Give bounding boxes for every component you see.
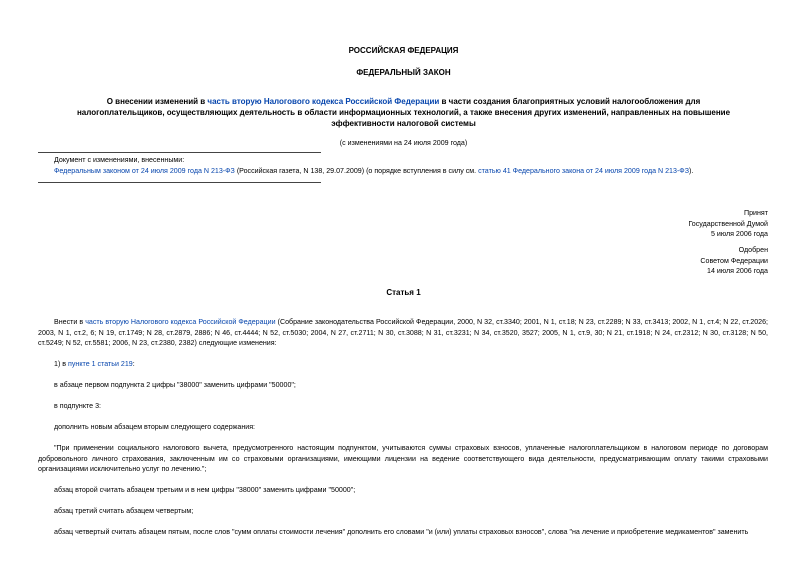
article-title: Статья 1	[386, 288, 421, 297]
paragraph-item-1: 1) в пункте 1 статьи 219:	[54, 360, 135, 368]
document-title	[0, 96, 807, 129]
body-code-link[interactable]: часть вторую Налогового кодекса Российской Федерации	[85, 318, 276, 326]
paragraph-second-to-third: абзац второй считать абзацем третьим и в нем цифры "38000" заменить цифрами "50000";	[54, 486, 356, 494]
article-219-link[interactable]: пункте 1 статьи 219	[68, 360, 133, 368]
divider-top	[38, 152, 321, 153]
title-line-3: эффективности налоговой системы	[331, 119, 476, 128]
divider-bottom	[38, 182, 321, 183]
amendment-article-link[interactable]: статью 41 Федерального закона от 24 июля 2009 года N 213-ФЗ	[478, 167, 689, 175]
title-line-2: налогоплательщиков, осуществляющих деятельность в области информационных технологий, а также внесения других изменений, направленных на повышение	[76, 108, 731, 117]
country-heading: РОССИЙСКАЯ ФЕДЕРАЦИЯ	[348, 46, 459, 55]
title-line-1: О внесении изменений в часть вторую Налогового кодекса Российской Федерации в части создания благоприятных условий налогообложения для	[106, 97, 701, 106]
paragraph-third-to-fourth: абзац третий считать абзацем четвертым;	[54, 507, 194, 515]
amendments-line: Федеральным законом от 24 июля 2009 года N 213-ФЗ (Российская газета, N 138, 29.07.2009) (о порядке вступления в силу см. статью 41 Федерального закона от 24 июля 2009 года N 213-ФЗ).	[54, 167, 694, 175]
law-type-heading: ФЕДЕРАЛЬНЫЙ ЗАКОН	[356, 68, 451, 77]
amendment-law-link[interactable]: Федеральным законом от 24 июля 2009 года N 213-ФЗ	[54, 167, 235, 175]
title-code-link[interactable]: часть вторую Налогового кодекса Российской Федерации	[207, 97, 440, 106]
paragraph-subpoint-2: в абзаце первом подпункта 2 цифры "38000" заменить цифрами "50000";	[54, 381, 296, 389]
revision-note: (с изменениями на 24 июля 2009 года)	[339, 139, 468, 147]
paragraph-intro: Внести в часть вторую Налогового кодекса Российской Федерации (Собрание законодательства Российской Федерации, 2000, N 32, ст.3340; 2001, N 1, ст.18; N 23, ст.2289; N 33, ст.3413; 2002, N 1, ст.4; N 22, ст.2026; 2003, N 1, ст.2, 6; N 19, ст.1749; N 28, ст.2879, 2886; N 46, ст.4444; N 52, ст.5030; 2004, N 27, ст.2711; N 30, ст.3088; N 31, ст.3231; N 34, ст.3520, 3527; 2005, N 1, ст.9, 30; N 21, ст.1918; N 24, ст.2312; N 30, ст.3128; N 50, ст.5249; N 52, ст.5581; 2006, N 23, ст.2380, 2382) следующие изменения:	[38, 318, 768, 347]
amendments-intro: Документ с изменениями, внесенными:	[54, 156, 185, 164]
paragraph-add-new: дополнить новым абзацем вторым следующего содержания:	[54, 423, 256, 431]
paragraph-quote: "При применении социального налогового вычета, предусмотренного настоящим подпунктом, учитываются суммы страховых взносов, уплаченные налогоплательщиком в налоговом периоде по договорам добровольного личного страхования, заключенным им со страховыми организациями, имеющими лицензии на ведение соответствующего вида деятельности, предусматривающим оплату такими страховыми организациями исключительно услуг по лечению.";	[38, 444, 768, 473]
paragraph-subpoint-3: в подпункте 3:	[54, 402, 101, 410]
adoption-council: Одобрен Советом Федерации 14 июля 2006 года	[700, 246, 768, 275]
paragraph-fourth-to-fifth: абзац четвертый считать абзацем пятым, после слов "сумм оплаты стоимости лечения" дополнить его словами "и (или) уплаты страховых взносов", слова "на лечение и приобретение медикаментов" заменить	[54, 528, 749, 536]
adoption-duma: Принят Государственной Думой 5 июля 2006 года	[688, 209, 768, 238]
